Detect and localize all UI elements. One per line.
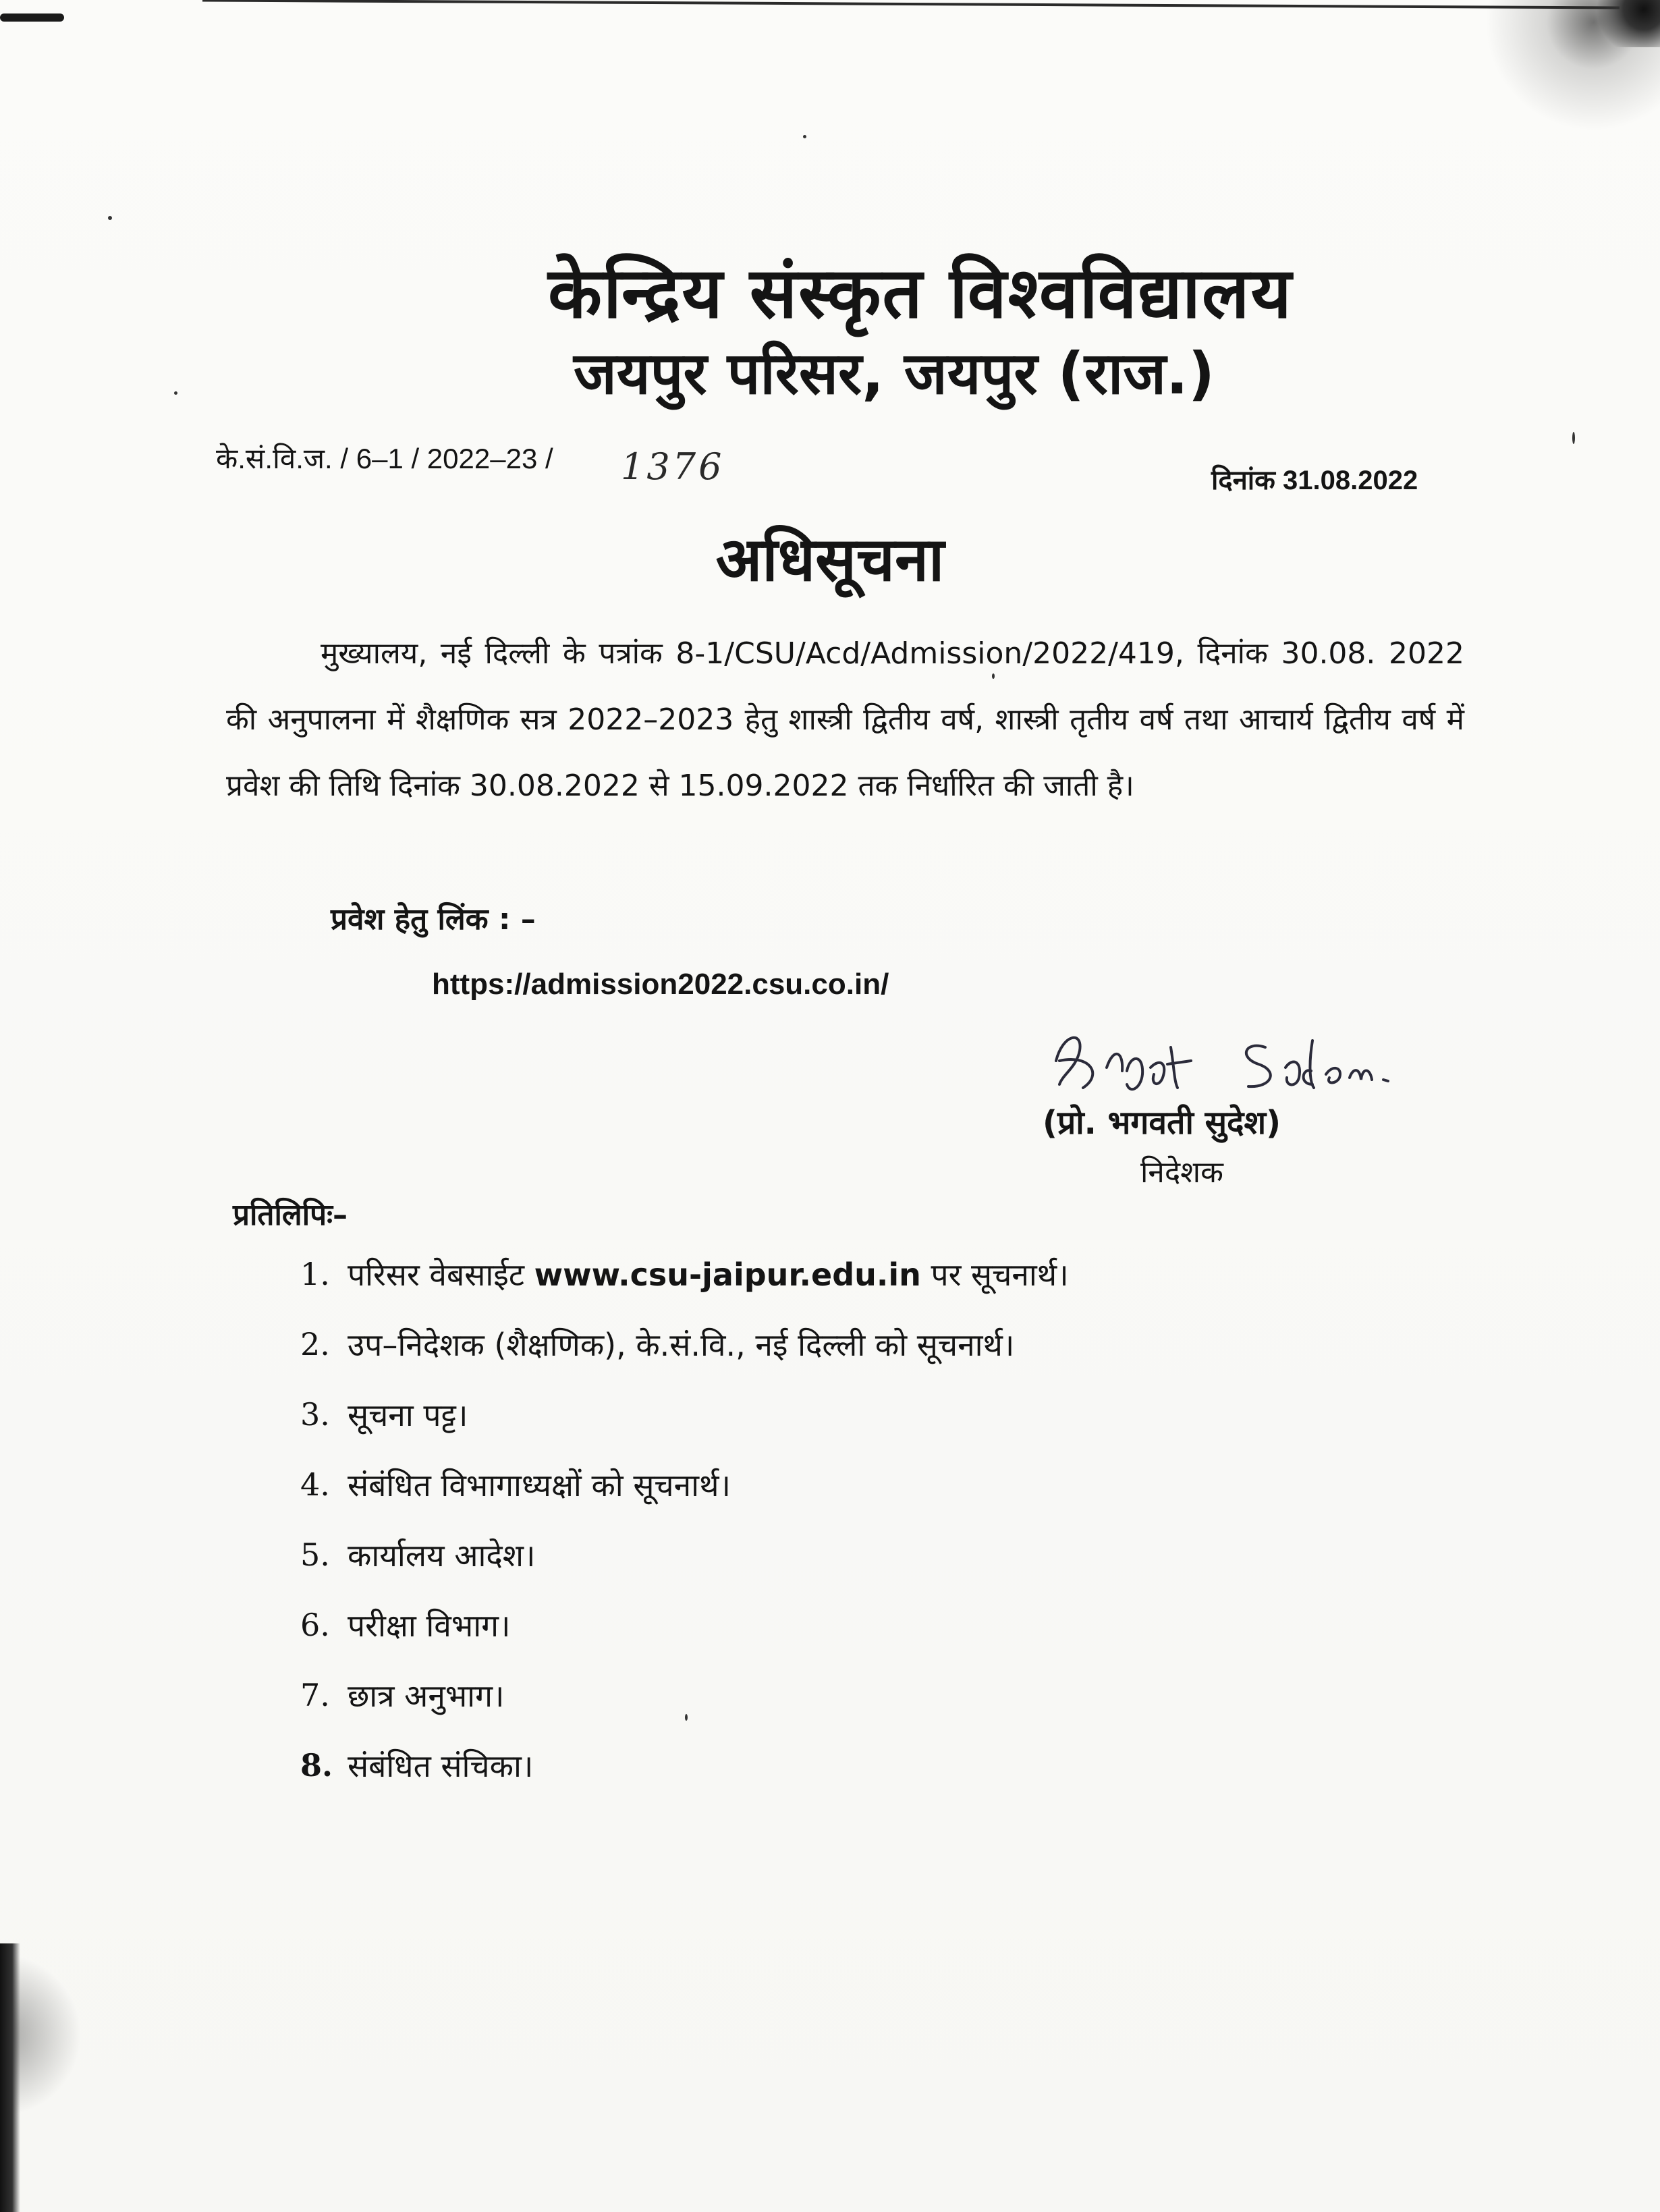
- scan-top-line: [202, 0, 1620, 9]
- list-item-number: 8.: [300, 1747, 333, 1784]
- letter-date: दिनांक 31.08.2022: [1211, 466, 1418, 495]
- list-item-text: परीक्षा विभाग।: [348, 1607, 511, 1644]
- notice-body: मुख्यालय, नई दिल्ली के पत्रांक 8-1/CSU/Acd/Admission/2022/419, दिनांक 30.08. 2022 की अनुपालना में शैक्षणिक सत्र 2022–2023 हेतु शास्त्री द्वितीय वर्ष, शास्त्री तृतीय वर्ष तथा आचार्य द्वितीय वर्ष में प्रवेश की तिथि दिनांक 30.08.2022 से 15.09.2022 तक निर्धारित की जाती है।: [226, 636, 1464, 803]
- reference-number: के.सं.वि.ज. / 6–1 / 2022–23 /: [216, 443, 553, 474]
- list-item-number: 4.: [300, 1466, 330, 1503]
- list-item: [300, 1239, 1069, 1309]
- scan-speck: [108, 216, 112, 220]
- signatory-designation: निदेशक: [1140, 1155, 1223, 1190]
- notice-heading: अधिसूचना: [715, 524, 945, 595]
- list-item-text: परिसर वेबसाईट www.csu-jaipur.edu.in पर सूचनार्थ।: [348, 1256, 1069, 1293]
- signatory-name: (प्रो. भगवती सुदेश): [1043, 1104, 1281, 1142]
- list-item-text: उप–निदेशक (शैक्षणिक), के.सं.वि., नई दिल्ली को सूचनार्थ।: [348, 1327, 1015, 1363]
- scan-speck: [174, 391, 177, 395]
- list-item-number: 6.: [300, 1607, 330, 1643]
- list-item: [300, 1520, 1069, 1590]
- handwritten-reference-number: 1376: [621, 445, 725, 488]
- list-item: [300, 1730, 1069, 1800]
- list-item-text: सूचना पट्ट।: [348, 1397, 468, 1433]
- scan-left-shadow: [0, 1943, 20, 2212]
- university-name: केन्द्रिय संस्कृत विश्वविद्यालय: [548, 252, 1293, 334]
- list-item-number: 7.: [300, 1677, 330, 1713]
- copy-to-label: प्रतिलिपिः–: [233, 1198, 348, 1232]
- list-item: [300, 1590, 1069, 1660]
- scan-speck: [992, 673, 995, 679]
- list-item-number: 5.: [300, 1537, 330, 1573]
- handwritten-signature: [1043, 1020, 1481, 1101]
- list-item: [300, 1309, 1069, 1379]
- list-item-number: 2.: [300, 1326, 330, 1362]
- scan-speck: [685, 1714, 688, 1721]
- scan-edge-mark: [0, 13, 64, 22]
- list-item: [300, 1660, 1069, 1730]
- list-item-text: छात्र अनुभाग।: [348, 1678, 505, 1714]
- list-item: [300, 1379, 1069, 1449]
- list-item-text: संबंधित विभागाध्यक्षों को सूचनार्थ।: [348, 1467, 731, 1503]
- scan-speck: [803, 135, 806, 138]
- campus-website[interactable]: www.csu-jaipur.edu.in: [534, 1256, 921, 1293]
- campus-name: जयपुर परिसर, जयपुर (राज.): [573, 340, 1215, 408]
- list-item-text: संबंधित संचिका।: [348, 1748, 534, 1784]
- list-item: [300, 1449, 1069, 1520]
- admission-link-label: प्रवेश हेतु लिंक : –: [331, 902, 536, 937]
- admission-link-url[interactable]: https://admission2022.csu.co.in/: [432, 968, 889, 1001]
- list-item-number: 1.: [300, 1256, 330, 1292]
- scan-corner-shadow: [1579, 0, 1660, 47]
- list-item-text: कार्यालय आदेश।: [348, 1537, 536, 1574]
- scan-speck: [1572, 432, 1575, 444]
- list-item-number: 3.: [300, 1396, 330, 1433]
